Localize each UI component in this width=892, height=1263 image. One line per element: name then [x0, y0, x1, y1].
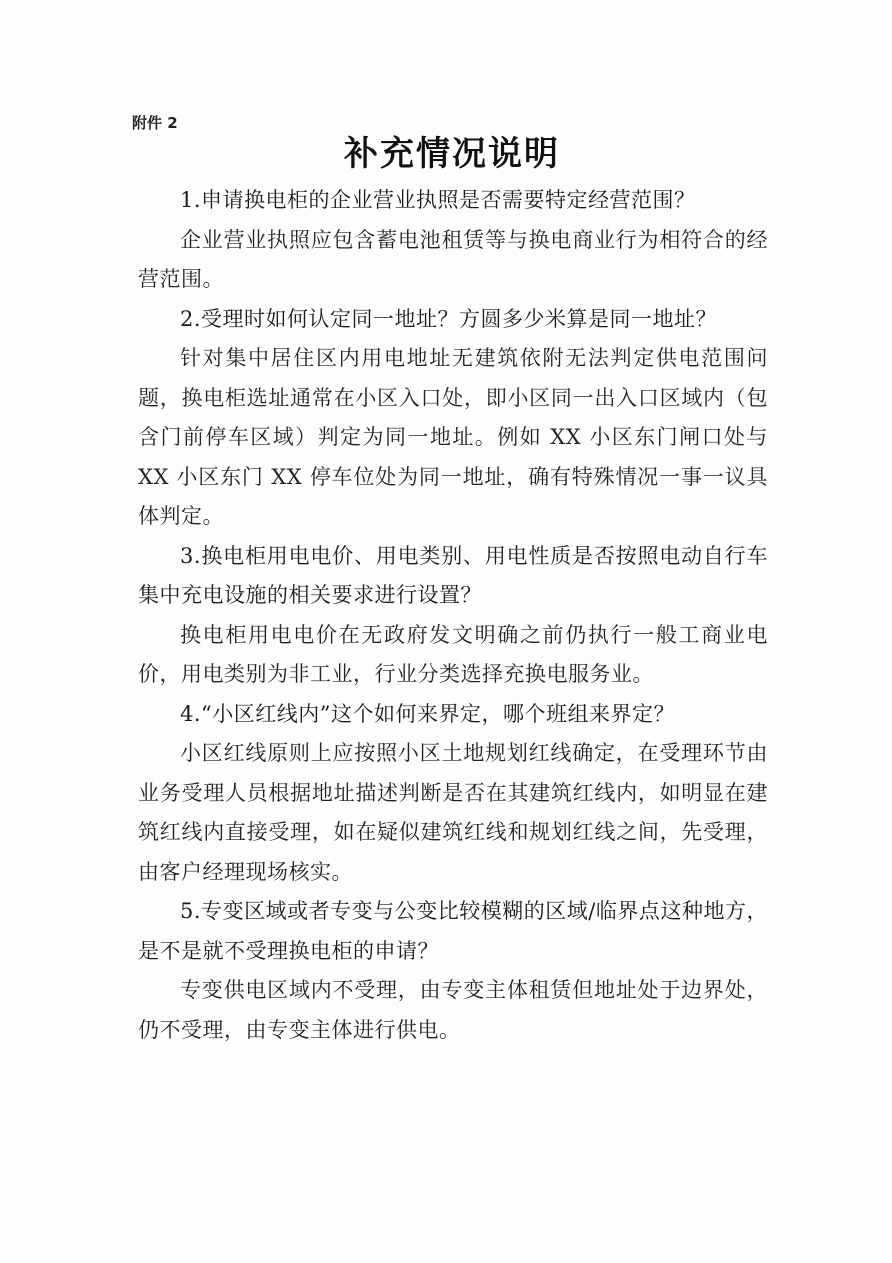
attachment-label: 附件 2	[132, 114, 178, 132]
answer-3: 换电柜用电电价在无政府发文明确之前仍执行一般工商业电价，用电类别为非工业，行业分类选择充换电服务业。	[138, 622, 768, 686]
answer-5: 专变供电区域内不受理，由专变主体租赁但地址处于边界处，仍不受理，由专变主体进行供电。	[138, 978, 768, 1042]
question-3: 3.换电柜用电电价、用电类别、用电性质是否按照电动自行车集中充电设施的相关要求进行设置？	[138, 543, 768, 607]
question-1: 1.申请换电柜的企业营业执照是否需要特定经营范围？	[180, 188, 696, 212]
question-4: 4.“小区红线内”这个如何来界定，哪个班组来界定？	[180, 701, 676, 726]
document-body	[138, 181, 768, 1050]
question-5: 5.专变区域或者专变与公变比较模糊的区域/临界点这种地方，是不是就不受理换电柜的申请？	[138, 899, 768, 963]
answer-2: 针对集中居住区内用电地址无建筑依附无法判定供电范围问题，换电柜选址通常在小区入口处，即小区同一出入口区域内（包含门前停车区域）判定为同一地址。例如 XX 小区东门闸口处与 XX 小区东门 XX 停车位处为同一地址，确有特殊情况一事一议具体判定。	[138, 346, 768, 528]
document-title: 补充情况说明	[344, 134, 560, 174]
question-2: 2.受理时如何认定同一地址？方圆多少米算是同一地址？	[180, 306, 718, 331]
answer-4: 小区红线原则上应按照小区土地规划红线确定，在受理环节由业务受理人员根据地址描述判断是否在其建筑红线内，如明显在建筑红线内直接受理，如在疑似建筑红线和规划红线之间，先受理，由客户经理现场核实。	[138, 741, 768, 884]
answer-1: 企业营业执照应包含蓄电池租赁等与换电商业行为相符合的经营范围。	[138, 227, 768, 291]
